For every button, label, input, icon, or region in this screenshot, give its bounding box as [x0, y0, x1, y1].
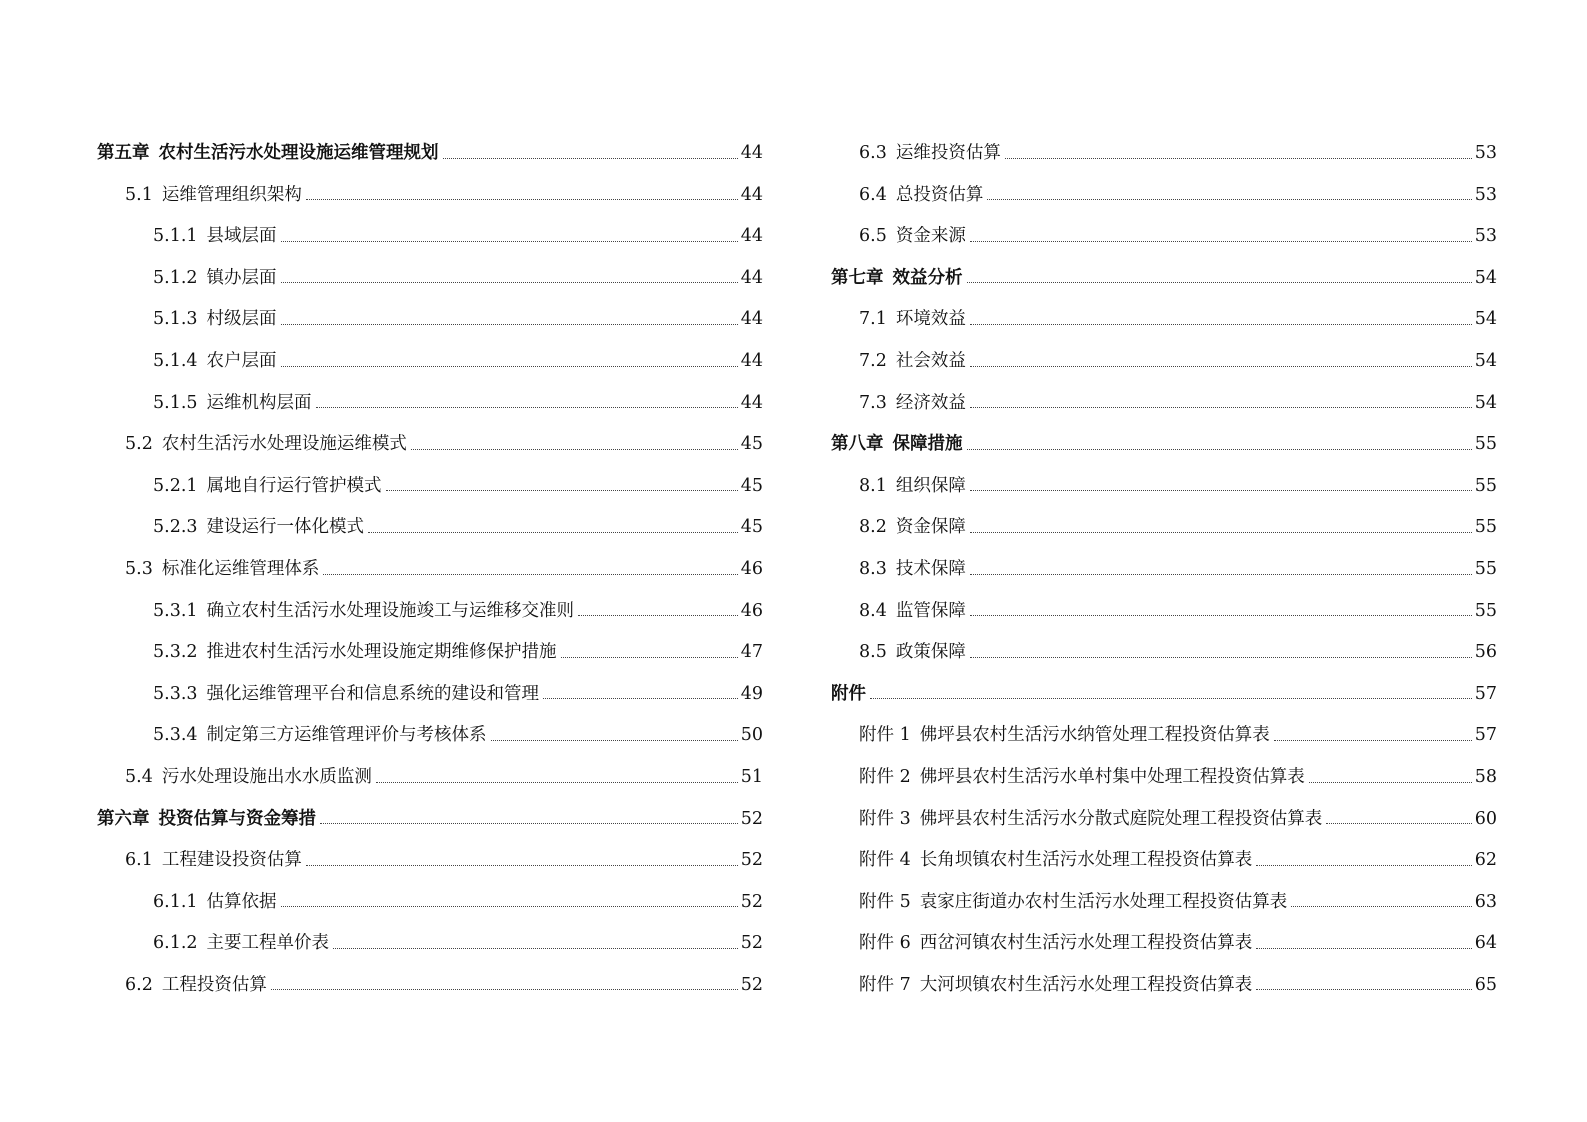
toc-entry-number: 附件 2 — [859, 767, 911, 787]
toc-entry-page: 58 — [1474, 767, 1497, 787]
toc-entry-page: 44 — [740, 267, 763, 288]
toc-dot-leader — [281, 241, 738, 242]
toc-entry-page: 64 — [1474, 933, 1497, 954]
toc-entry-number: 第八章 — [831, 434, 884, 455]
toc-entry-title: 技术保障 — [895, 559, 966, 580]
toc-entry-page: 47 — [740, 642, 763, 663]
toc-dot-leader — [970, 615, 1472, 616]
toc-entry-page: 60 — [1474, 808, 1497, 829]
toc-entry-number: 5.1 — [125, 184, 153, 205]
toc-dot-leader — [323, 574, 737, 575]
toc-dot-leader — [1309, 782, 1472, 783]
toc-entry-title: 佛坪县农村生活污水纳管处理工程投资估算表 — [919, 725, 1270, 746]
toc-entry-number: 附件 3 — [859, 808, 911, 829]
toc-entry-number: 附件 5 — [859, 891, 911, 912]
toc-entry[interactable] — [831, 953, 1497, 995]
toc-entry-page: 45 — [740, 475, 763, 496]
toc-entry-page: 55 — [1474, 600, 1497, 621]
toc-dot-leader — [578, 615, 738, 616]
toc-entry-number: 5.1.3 — [153, 309, 198, 330]
toc-entry-title: 工程建设投资估算 — [161, 850, 302, 871]
toc-entry[interactable] — [97, 537, 763, 579]
toc-entry[interactable] — [831, 828, 1497, 870]
toc-entry-title: 投资估算与资金筹措 — [158, 808, 316, 829]
toc-entry-page: 55 — [1474, 434, 1497, 455]
toc-entry[interactable] — [831, 537, 1497, 579]
toc-entry[interactable] — [831, 870, 1497, 912]
toc-entry-number: 5.3.3 — [153, 683, 198, 704]
toc-entry-number: 5.1.1 — [153, 226, 198, 247]
toc-entry-title: 长角坝镇农村生活污水处理工程投资估算表 — [919, 850, 1253, 871]
toc-entry[interactable] — [831, 287, 1497, 329]
toc-entry-page: 55 — [1474, 559, 1497, 580]
toc-dot-leader — [1256, 989, 1472, 990]
toc-entry-title: 污水处理设施出水水质监测 — [161, 767, 372, 787]
toc-entry-title: 制定第三方运维管理评价与考核体系 — [206, 725, 487, 746]
toc-entry[interactable] — [97, 204, 763, 246]
toc-entry-page: 62 — [1474, 850, 1497, 871]
toc-entry-title: 政策保障 — [895, 642, 966, 663]
toc-dot-leader — [970, 366, 1472, 367]
toc-dot-leader — [970, 407, 1472, 408]
toc-dot-leader — [281, 282, 738, 283]
toc-entry-number: 第七章 — [831, 267, 884, 288]
toc-entry-page: 44 — [740, 351, 763, 372]
toc-entry-number: 8.3 — [859, 559, 887, 580]
toc-entry-title: 运维机构层面 — [206, 392, 312, 413]
toc-entry-title: 总投资估算 — [895, 184, 984, 205]
toc-entry-title: 推进农村生活污水处理设施定期维修保护措施 — [206, 642, 557, 663]
toc-dot-leader — [970, 574, 1472, 575]
toc-entry-title: 农村生活污水处理设施运维管理规划 — [158, 143, 439, 164]
toc-dot-leader — [987, 199, 1471, 200]
toc-entry[interactable] — [97, 579, 763, 621]
toc-entry-number: 6.1.1 — [153, 891, 198, 912]
toc-entry-page: 45 — [740, 517, 763, 538]
toc-entry[interactable] — [97, 828, 763, 870]
toc-entry-title: 组织保障 — [895, 475, 966, 496]
toc-entry-page: 52 — [740, 850, 763, 871]
toc-entry-title: 社会效益 — [895, 351, 966, 372]
toc-entry-page: 56 — [1474, 642, 1497, 663]
toc-entry-page: 55 — [1474, 475, 1497, 496]
toc-entry[interactable] — [97, 703, 763, 745]
toc-entry-title: 环境效益 — [895, 309, 966, 330]
toc-entry-page: 53 — [1474, 226, 1497, 247]
toc-dot-leader — [386, 490, 738, 491]
toc-entry-number: 第六章 — [97, 808, 150, 829]
toc-entry[interactable] — [831, 121, 1497, 163]
toc-entry[interactable] — [97, 495, 763, 537]
toc-dot-leader — [1256, 948, 1472, 949]
toc-entry-title: 农户层面 — [206, 351, 277, 372]
toc-entry-title: 估算依据 — [206, 891, 277, 912]
toc-entry-number: 5.1.4 — [153, 351, 198, 372]
toc-dot-leader — [1256, 865, 1472, 866]
toc-entry-page: 44 — [740, 226, 763, 247]
toc-dot-leader — [970, 490, 1472, 491]
toc-entry[interactable] — [97, 329, 763, 371]
toc-column-right — [831, 121, 1497, 994]
toc-column-left — [97, 121, 763, 994]
toc-dot-leader — [491, 740, 738, 741]
toc-entry-number: 8.2 — [859, 517, 887, 538]
toc-dot-leader — [970, 241, 1472, 242]
toc-dot-leader — [271, 989, 738, 990]
toc-entry[interactable] — [97, 870, 763, 912]
toc-entry[interactable] — [831, 329, 1497, 371]
toc-entry-number: 5.3 — [125, 559, 153, 580]
toc-entry-number: 5.1.5 — [153, 392, 198, 413]
toc-entry-number: 5.2 — [125, 434, 153, 455]
toc-entry-number: 8.1 — [859, 475, 887, 496]
toc-entry-page: 57 — [1474, 683, 1497, 704]
toc-entry-title: 农村生活污水处理设施运维模式 — [161, 434, 407, 455]
toc-dot-leader — [970, 324, 1472, 325]
toc-entry-number: 5.2.3 — [153, 517, 198, 538]
toc-entry-title: 保障措施 — [892, 434, 963, 455]
toc-entry-page: 55 — [1474, 517, 1497, 538]
toc-dot-leader — [970, 657, 1472, 658]
toc-chapter-entry[interactable] — [97, 787, 763, 829]
toc-entry-number: 8.4 — [859, 600, 887, 621]
toc-entry-page: 53 — [1474, 143, 1497, 164]
toc-dot-leader — [543, 698, 738, 699]
toc-entry-title: 资金来源 — [895, 226, 966, 247]
toc-dot-leader — [970, 532, 1472, 533]
toc-entry-page: 54 — [1474, 309, 1497, 330]
toc-entry-page: 57 — [1474, 725, 1497, 746]
toc-dot-leader — [1274, 740, 1472, 741]
toc-entry-number: 6.4 — [859, 184, 887, 205]
toc-chapter-entry[interactable] — [831, 662, 1497, 704]
toc-entry[interactable] — [97, 454, 763, 496]
toc-entry-number: 附件 6 — [859, 933, 911, 954]
toc-entry[interactable] — [97, 371, 763, 413]
toc-entry-number: 5.1.2 — [153, 267, 198, 288]
toc-dot-leader — [443, 158, 738, 159]
toc-entry-title: 监管保障 — [895, 600, 966, 621]
toc-dot-leader — [967, 449, 1472, 450]
toc-entry-title: 属地自行运行管护模式 — [206, 475, 382, 496]
toc-dot-leader — [306, 199, 738, 200]
toc-entry-page: 51 — [740, 767, 763, 787]
toc-entry-title: 镇办层面 — [206, 267, 277, 288]
toc-entry-title: 运维投资估算 — [895, 143, 1001, 164]
toc-dot-leader — [316, 407, 738, 408]
toc-entry-number: 附件 4 — [859, 850, 911, 871]
toc-entry-title: 大河坝镇农村生活污水处理工程投资估算表 — [919, 974, 1253, 995]
toc-chapter-entry[interactable] — [97, 121, 763, 163]
toc-entry-title: 运维管理组织架构 — [161, 184, 302, 205]
toc-dot-leader — [320, 823, 738, 824]
toc-entry[interactable] — [831, 620, 1497, 662]
toc-entry-page: 46 — [740, 559, 763, 580]
toc-entry-title: 建设运行一体化模式 — [206, 517, 365, 538]
toc-entry-page: 52 — [740, 933, 763, 954]
toc-dot-leader — [561, 657, 738, 658]
toc-entry-number: 第五章 — [97, 143, 150, 164]
toc-entry-number: 5.3.4 — [153, 725, 198, 746]
toc-entry[interactable] — [831, 371, 1497, 413]
toc-dot-leader — [306, 865, 738, 866]
toc-entry-page: 50 — [740, 725, 763, 746]
toc-entry-page: 63 — [1474, 891, 1497, 912]
toc-dot-leader — [368, 532, 738, 533]
toc-dot-leader — [281, 324, 738, 325]
toc-entry[interactable] — [831, 579, 1497, 621]
toc-entry[interactable] — [831, 163, 1497, 205]
toc-entry-page: 49 — [740, 683, 763, 704]
toc-entry-page: 52 — [740, 891, 763, 912]
toc-entry-title: 主要工程单价表 — [206, 933, 330, 954]
toc-entry-number: 6.3 — [859, 143, 887, 164]
toc-entry[interactable] — [97, 662, 763, 704]
toc-entry-page: 44 — [740, 184, 763, 205]
toc-dot-leader — [967, 282, 1472, 283]
toc-entry-number: 6.1.2 — [153, 933, 198, 954]
toc-entry-number: 5.3.1 — [153, 600, 198, 621]
toc-entry-number: 6.5 — [859, 226, 887, 247]
toc-entry-title: 标准化运维管理体系 — [161, 559, 320, 580]
toc-entry-page: 54 — [1474, 392, 1497, 413]
toc-entry-page: 53 — [1474, 184, 1497, 205]
toc-entry-number: 7.1 — [859, 309, 887, 330]
toc-entry[interactable] — [97, 953, 763, 995]
toc-entry-number: 7.3 — [859, 392, 887, 413]
toc-entry-title: 附件 — [831, 683, 866, 704]
toc-dot-leader — [376, 782, 738, 783]
toc-entry[interactable] — [97, 412, 763, 454]
toc-entry-page: 52 — [740, 808, 763, 829]
toc-dot-leader — [411, 449, 738, 450]
toc-entry-page: 65 — [1474, 974, 1497, 995]
toc-entry[interactable] — [97, 620, 763, 662]
toc-entry-title: 佛坪县农村生活污水分散式庭院处理工程投资估算表 — [919, 808, 1323, 829]
toc-dot-leader — [1291, 906, 1472, 907]
toc-entry-title: 佛坪县农村生活污水单村集中处理工程投资估算表 — [919, 767, 1305, 787]
toc-entry[interactable] — [97, 287, 763, 329]
toc-entry-number: 8.5 — [859, 642, 887, 663]
toc-entry-number: 5.2.1 — [153, 475, 198, 496]
toc-entry[interactable] — [831, 454, 1497, 496]
toc-entry-page: 44 — [740, 309, 763, 330]
toc-entry[interactable] — [97, 911, 763, 953]
toc-entry-page: 54 — [1474, 351, 1497, 372]
toc-entry-title: 西岔河镇农村生活污水处理工程投资估算表 — [919, 933, 1253, 954]
toc-entry[interactable] — [831, 204, 1497, 246]
toc-entry[interactable] — [831, 911, 1497, 953]
toc-entry-number: 6.2 — [125, 974, 153, 995]
toc-entry-title: 县域层面 — [206, 226, 277, 247]
toc-entry-number: 5.3.2 — [153, 642, 198, 663]
toc-entry[interactable] — [97, 745, 763, 787]
toc-entry[interactable] — [97, 163, 763, 205]
toc-entry-title: 村级层面 — [206, 309, 277, 330]
toc-entry[interactable] — [831, 495, 1497, 537]
toc-entry[interactable] — [97, 246, 763, 288]
toc-entry-number: 7.2 — [859, 351, 887, 372]
toc-entry-number: 6.1 — [125, 850, 153, 871]
toc-dot-leader — [870, 698, 1472, 699]
toc-entry[interactable] — [831, 787, 1497, 829]
toc-entry-title: 确立农村生活污水处理设施竣工与运维移交准则 — [206, 600, 575, 621]
toc-entry-number: 附件 7 — [859, 974, 911, 995]
toc-dot-leader — [281, 366, 738, 367]
toc-chapter-entry[interactable] — [831, 412, 1497, 454]
toc-entry[interactable] — [831, 745, 1497, 787]
toc-entry-number: 5.4 — [125, 767, 153, 787]
toc-entry-page: 52 — [740, 974, 763, 995]
toc-entry-title: 效益分析 — [892, 267, 963, 288]
toc-chapter-entry[interactable] — [831, 246, 1497, 288]
toc-dot-leader — [333, 948, 738, 949]
toc-entry-page: 44 — [740, 392, 763, 413]
toc-entry-title: 资金保障 — [895, 517, 966, 538]
toc-entry-page: 45 — [740, 434, 763, 455]
toc-entry-title: 强化运维管理平台和信息系统的建设和管理 — [206, 683, 540, 704]
toc-entry[interactable] — [831, 703, 1497, 745]
toc-entry-page: 46 — [740, 600, 763, 621]
toc-entry-page: 44 — [740, 143, 763, 164]
toc-entry-page: 54 — [1474, 267, 1497, 288]
toc-dot-leader — [1326, 823, 1472, 824]
toc-dot-leader — [281, 906, 738, 907]
toc-entry-number: 附件 1 — [859, 725, 911, 746]
toc-dot-leader — [1005, 158, 1472, 159]
toc-entry-title: 工程投资估算 — [161, 974, 267, 995]
toc-entry-title: 袁家庄街道办农村生活污水处理工程投资估算表 — [919, 891, 1288, 912]
toc-entry-title: 经济效益 — [895, 392, 966, 413]
